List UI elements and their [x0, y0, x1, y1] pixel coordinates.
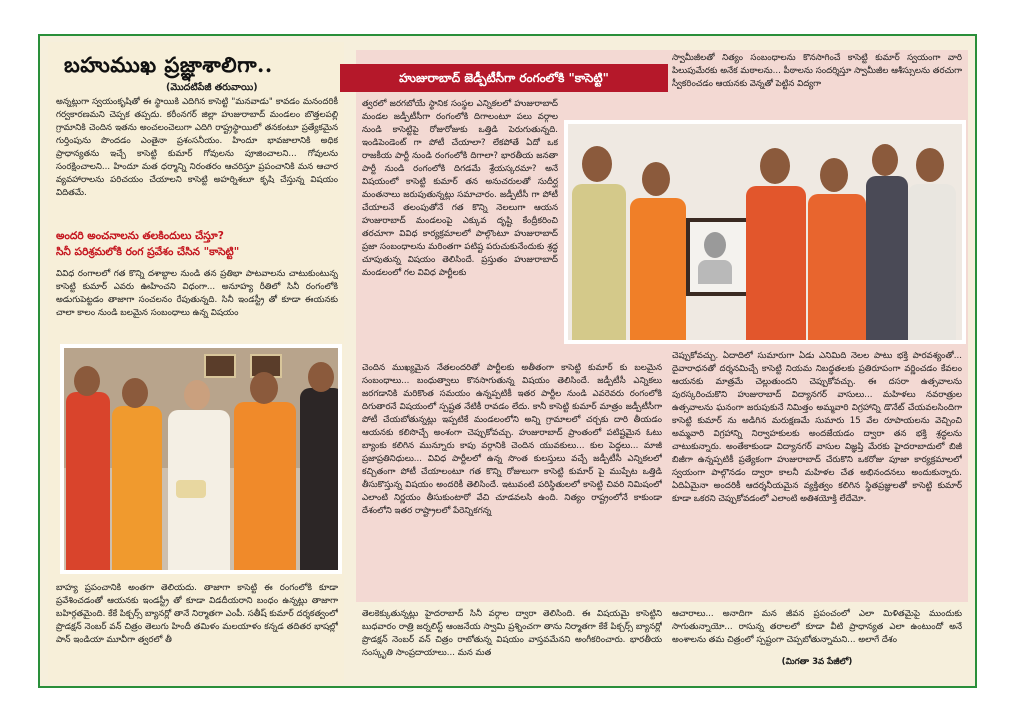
person — [866, 176, 908, 344]
portrait-figure — [704, 232, 726, 258]
page-headline: బహుముఖ ప్రజ్ఞాశాలిగా.. — [64, 52, 273, 77]
subhead-block — [56, 228, 338, 260]
photo-frame — [204, 354, 236, 378]
person — [630, 198, 686, 344]
person-head — [642, 162, 670, 196]
person — [234, 402, 296, 574]
article-paragraph: ఆచారాలు... అనాదిగా మన జీవన ప్రపంచంలో ఎలా మిళితమైపై ముందుకు సాగుతున్నాయో... రాసున్న తరాలలో కూడా వీటి ప్రాధాన్యత ఎలా ఉంటుందో అనే అంశాలను తమ చిత్రంలో స్పష్టంగా చెప్పబోతున్నామని... అలాగే దేశం — [672, 609, 962, 645]
portrait-figure — [698, 260, 732, 284]
continued-note: (మిగతా 3వ పేజీలో) — [781, 657, 853, 667]
article-paragraph: అన్నట్లుగా స్వయంకృషితో ఈ స్థాయికి ఎదిగిన కాసెట్టి "మనవాడు" కావడం మనందరికీ గర్వకారణమని చెప్పక తప్పదు. కరీంనగర్ జిల్లా హుజురాబాద్ మండలం బొత్తలపల్లి గ్రామానికి చెందిన ఇతను అంచలంచెలుగా ఎదిగి రాష్ట్రస్థాయిలో తనకంటూ ప్రత్యేకమైన గుర్తింపును పొందడం ఎంతైనా ప్రశంసనీయం. హిందూ భావజాలానికి అధిక ప్రాధాన్యతను ఇచ్చే కాసెట్టి కుమార్ గోవులను పూజించాలని... గోవులను సంరక్షించాలని... హిందూ మత ధర్మాన్ని నిరంతరం ఆచరిస్తూ ప్రపంచానికి మన ఆచార వ్యవహారాలను పరిచయం చేయాలని కాసెట్టి అహర్నిశలూ కృషి చేస్తున్న విషయం విదితమే. — [56, 97, 338, 198]
article-paragraph: బాహ్య ప్రపంచానికి అంతగా తెలియదు. తాజాగా కాసెట్టి ఈ రంగంలోకి కూడా ప్రవేశించడంతో ఆయనకు ఇండస్ట్రీ తో కూడా విడదీయరాని బంధం ఉన్నట్లు తాజాగా బహిర్గతమైంది. కేకే పిక్చర్స్ బ్యానర్లో తానే నిర్మాతగా ఎంపీ. సతీష్ కుమార్ దర్శకత్వంలో ప్రొడక్షన్ నెంబర్ వన్ చిత్రం తెలుగు హిందీ తమిళం మలయాళం కన్నడ తదితర భాషల్లో పాన్ ఇండియా మూవీగా త్వరలో తీ — [56, 583, 338, 645]
subheading: సినీ పరిశ్రమలోకి రంగ ప్రవేశం చేసిన "కాసెట్టి" — [56, 246, 240, 258]
person — [572, 184, 626, 344]
person-head — [74, 366, 100, 396]
continuation-block — [672, 608, 962, 682]
person — [300, 388, 342, 574]
person-head — [820, 158, 848, 192]
subheading: అందరి అంచనాలను తలకిందులు చేస్తూ? — [56, 230, 224, 242]
person-head — [582, 146, 612, 182]
person — [746, 186, 806, 344]
person-head — [250, 372, 278, 404]
article-paragraph: చెప్పుకోవచ్చు. ఏదాదిలో సుమారుగా ఏడు ఎనిమిది నెలల పాటు భక్తి పారవశ్యంతో... దైవారాధనతో దర్శనమిచ్చే కాసెట్టి నియమ నిబద్ధతలకు ప్రతిరూపంగా వర్ణించడం కేవలం ఆయనకు మాత్రమే చెల్లుతుందని చెప్పుకోవచ్చు. ఈ దసరా ఉత్సవాలను పురస్కరించుకొని హుజురాబాద్ విద్యానగర్ వాసులు... మహిళలు నవరాత్రుల ఉత్సవాలను ఘనంగా జరుపుకునే నిమిత్తం అమ్మవారి విగ్రహాన్ని డొనేట్ చేయవలసిందిగా కాసెట్టి కుమార్ ను అడిగిన మరుక్షణమే సుమారు 15 వేల రూపాయలను వెచ్చించి అమ్మవారి విగ్రహాన్ని నిర్వాహకులకు అందజేయడం ద్వారా తన భక్తి శ్రద్ధలను చాటుకున్నారు. అంతేకాకుండా విద్యానగర్ వాసుల విజ్ఞప్తి మేరకు హైదరాబాదులో బిజీ బిజీగా ఉన్నప్పటికీ ప్రత్యేకంగా హుజురాబాద్ చేరుకొని ఒకరోజు పూజా కార్యక్రమాలలో స్వయంగా పాల్గొనడం ద్వారా కాలనీ మహిళల చేత అభినందనలు అందుకున్నారు. ఏదిఏమైనా అందరికీ ఆదర్శనీయమైన వ్యక్తిత్వం కలిగిన స్థితప్రజ్ఞులతో కాసెట్టి కుమార్ కూడా ఒకరని చెప్పుకోవడంలో ఎలాంటి అతిశయోక్తి లేదేమో. — [672, 351, 962, 504]
person — [112, 406, 162, 574]
person — [66, 392, 110, 574]
framed-portrait — [686, 218, 750, 296]
person-head — [122, 378, 148, 408]
article-paragraph: వివిధ రంగాలలో గత కొన్ని దశాబ్దాల నుండి తన ప్రతిభా పాటవాలను చాటుకుంటున్న కాసెట్టి కుమార్ ఎవరు ఊహించని విధంగా... అనూహ్య రీతిలో సినీ రంగంలోకి అడుగుపెట్టడం తాజాగా సంచలనం రేపుతున్నది. సినీ ఇండస్ట్రీ తో కూడా ఈయనకు చాలా కాలం నుండి బలమైన సంబంధాలు ఉన్న విషయం — [56, 269, 338, 318]
article-paragraph: స్వామీజీలతో నిత్యం సంబంధాలను కొనసాగించే కాసెట్టి కుమార్ స్వయంగా వారి పిలుపుమేరకు అనేక మఠాలను... పీఠాలను సందర్శిస్తూ స్వామీజీల ఆశీస్సులను తరచుగా స్వీకరించడం ఆయనకు వెన్నతో పెట్టిన విద్యగా — [672, 53, 962, 89]
person-head — [308, 362, 334, 392]
news-photo — [564, 120, 966, 344]
left-column — [48, 42, 344, 682]
section-banner: హుజురాబాద్ జెడ్పీటీసీగా రంగంలోకి "కాసెట్టి" — [340, 64, 668, 92]
newspaper-page — [38, 34, 977, 688]
person-head — [760, 148, 790, 184]
byline: (మొదటిపేజీ తరువాయి) — [166, 82, 258, 93]
news-photo — [60, 344, 342, 574]
article-paragraph: తెలకెక్కుతున్నట్లు హైదరాబాద్ సినీ వర్గాల ద్వారా తెలిసింది. ఈ విషయమై కాసెట్టిని బుధవారం రాత్రి జర్నలిస్ట్ ఆంజనేయ స్వామి ప్రశ్నించగా తాను నిర్మాతగా కేకే పిక్చర్స్ బ్యానర్లో ప్రొడక్షన్ నెంబర్ వన్ చిత్రం రాబోతున్న విషయం వాస్తవమేనని అంగీకరించారు. భారతీయ సంస్కృతి సాంప్రదాయాలు... మన మత — [362, 609, 662, 658]
article-paragraph: చెందిన ముఖ్యమైన నేతలందరితో పార్టీలకు అతీతంగా కాసెట్టి కుమార్ కు బలమైన సంబంధాలు... బంధుత్వాలు కొనసాగుతున్న విషయం తెలిసిందే. జడ్పీటీసీ ఎన్నికలు జరగడానికి మరికొంత సమయం ఉన్నప్పటికీ ఇతర పార్టీల నుండి ఎవరెవరు రంగంలోకి దిగుతారనే విషయంలో స్పష్టత నేటికీ రావడం లేదు. కానీ కాసెట్టి కుమార్ మాత్రం జడ్పీటీసీగా పోటీ చేయబోతున్నట్లు ఇప్పటికే మండలంలోని అన్ని గ్రామాలలో చర్చకు దారి తీయడం ఆయనకు కలిసొచ్చే అంశంగా చెప్పుకోవచ్చు. హుజురాబాద్ ప్రాంతంలో పటిష్టమైన ఓటు బ్యాంకు కలిగిన మున్నూరు కాపు వర్గానికి చెందిన యువకులు... కుల పెద్దలు... మాజీ ప్రజాప్రతినిధులు... వివిధ పార్టీలలో ఉన్న సొంత కులస్తులు వచ్చే జడ్పీటీసీ ఎన్నికలలో కచ్చితంగా పోటీ చేయాలంటూ గత కొన్ని రోజులుగా కాసెట్టి కుమార్ పై ముప్పేట ఒత్తిడి తీసుకొస్తున్న విషయం అందరికీ తెలిసిందే. ఇటువంటి పరిస్థితులలో కాసెట్టి చివరి నిమిషంలో ఎలాంటి నిర్ణయం తీసుకుంటారో వేచి చూడవలసి ఉంది. నిత్యం రాష్ట్రంలోనే కాకుండా దేశంలోని ఇతర రాష్ట్రాలలో పేరెన్నికగన్న — [362, 363, 662, 516]
person — [808, 194, 866, 344]
bouquet — [176, 480, 206, 498]
person-head — [184, 380, 210, 410]
person-head — [872, 144, 898, 176]
person-head — [916, 148, 944, 182]
article-paragraph: త్వరలో జరగబోయే స్థానిక సంస్థల ఎన్నికలలో హుజురాబాద్ మండల జడ్పీటీసీగా రంగంలోకి దిగాలంటూ పలు వర్గాల నుండి కాసెట్టిపై రోజురోజుకు ఒత్తిడి పెరుగుతున్నది. ఇండిపెండెంట్ గా పోటీ చేయాలా? లేకపోతే ఏదో ఒక రాజకీయ పార్టీ నుండి రంగంలోకి దిగాలా? భారతీయ జనతా పార్టీ నుండి రంగంలోకి దిగడమే శ్రేయస్కరమా? అనే విషయంలో కాసెట్టి కుమార్ తన అనుచరులతో సుదీర్ఘ మంతనాలు జరుపుతున్నట్లు సమాచారం. జడ్పీటీసీ గా పోటీ చేయాలనే తలంపుతోనే గత కొన్ని నెలలుగా ఆయన హుజురాబాద్ మండలంపై ఎక్కువ దృష్టి కేంద్రీకరించి తరచూగా వివిధ కార్యక్రమాలలో పాల్గొంటూ హుజురాబాద్ ప్రజా సంబంధాలను మరింతగా పటిష్ట పరుచుకునేందుకు శ్రద్ధ చూపుతున్న విషయం తెలిసిందే. ప్రస్తుతం హుజురాబాద్ మండలంలో గల వివిధ పార్టీలకు — [362, 99, 558, 278]
person — [908, 184, 956, 344]
